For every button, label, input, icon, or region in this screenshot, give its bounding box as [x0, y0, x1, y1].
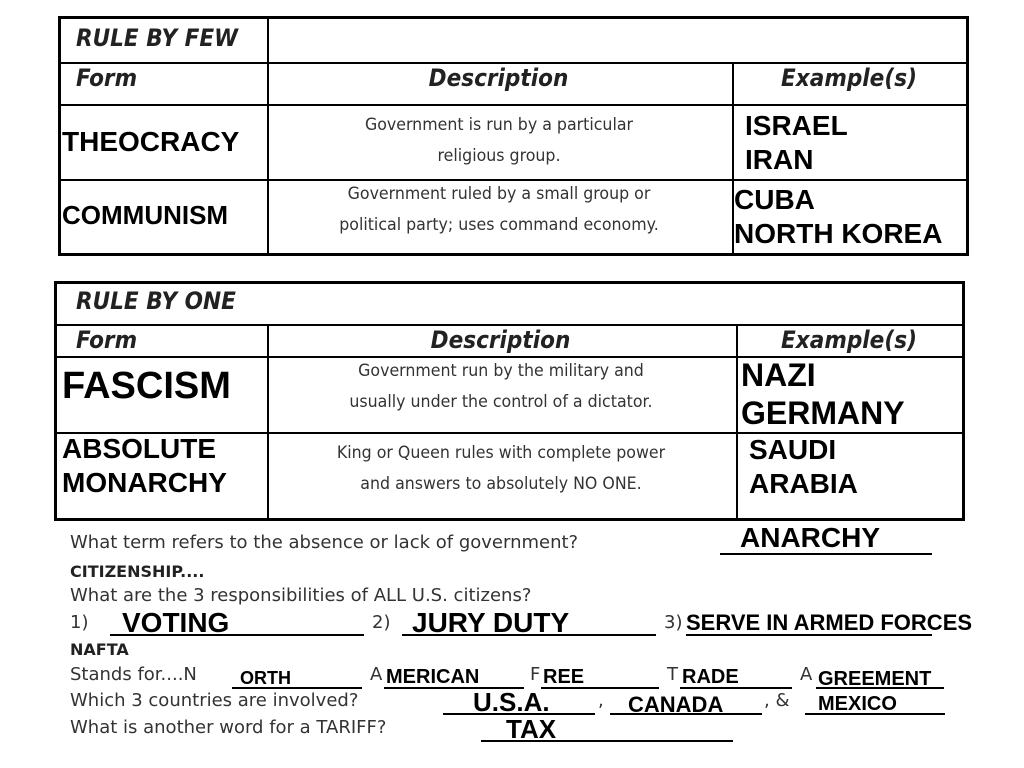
- rule-by-one-title: RULE BY ONE: [76, 287, 236, 315]
- desc-fascism: [284, 356, 717, 418]
- desc-line: Government is run by a particular: [364, 115, 634, 135]
- desc-line: Government ruled by a small group or: [347, 184, 651, 204]
- desc-communism: [284, 179, 714, 241]
- example-cuba: CUBA: [734, 184, 815, 215]
- answer-rade: RADE: [682, 666, 739, 688]
- answer-canada: CANADA: [628, 692, 724, 717]
- desc-theocracy: [284, 110, 714, 172]
- few-header-examples: Example(s): [781, 64, 917, 92]
- form-absolute-monarchy: [62, 432, 227, 500]
- example-nazi: NAZI: [741, 357, 816, 393]
- form-absolute: ABSOLUTE: [62, 433, 216, 464]
- examples-fascism: [741, 356, 905, 433]
- form-communism: COMMUNISM: [62, 200, 229, 230]
- few-header-description: Description: [428, 64, 569, 92]
- letter-a: A: [370, 664, 383, 685]
- one-header-examples: Example(s): [781, 326, 917, 354]
- rule-by-few-title: RULE BY FEW: [76, 24, 238, 52]
- answer-serve-armed-forces: SERVE IN ARMED FORCES: [686, 610, 973, 635]
- few-header-form: Form: [76, 64, 138, 92]
- answer-orth: ORTH: [240, 668, 291, 688]
- answer-ree: REE: [543, 666, 585, 688]
- number-3: 3): [664, 612, 683, 633]
- answer-greement: GREEMENT: [818, 668, 932, 690]
- example-saudi: SAUDI: [749, 434, 837, 465]
- letter-t: T: [667, 664, 678, 685]
- question-tariff: What is another word for a TARIFF?: [70, 717, 387, 738]
- question-anarchy: What term refers to the absence or lack of government?: [70, 532, 579, 553]
- form-monarchy: MONARCHY: [62, 467, 227, 498]
- one-header-form: Form: [76, 326, 138, 354]
- heading-citizenship: CITIZENSHIP....: [70, 562, 205, 581]
- desc-line: Government run by the military and: [358, 361, 644, 381]
- desc-line: political party; uses command economy.: [339, 215, 659, 235]
- form-fascism: FASCISM: [62, 365, 231, 407]
- example-iran: IRAN: [745, 143, 814, 175]
- examples-absolute-monarchy: [749, 433, 858, 501]
- nafta-stands-for: Stands for....N: [70, 664, 197, 685]
- desc-line: religious group.: [437, 146, 561, 166]
- example-germany: GERMANY: [741, 395, 905, 432]
- answer-tax: TAX: [506, 714, 557, 744]
- desc-line: King or Queen rules with complete power: [336, 443, 666, 463]
- ampersand: , &: [764, 690, 790, 711]
- desc-line: and answers to absolutely NO ONE.: [360, 474, 642, 494]
- comma: ,: [598, 690, 604, 711]
- answer-mexico: MEXICO: [818, 693, 897, 715]
- number-2: 2): [372, 612, 391, 633]
- answer-usa: U.S.A.: [473, 687, 550, 717]
- examples-communism: [734, 183, 942, 250]
- number-1: 1): [70, 612, 89, 633]
- form-theocracy: THEOCRACY: [62, 126, 240, 157]
- answer-voting: VOTING: [122, 607, 230, 638]
- examples-theocracy: [745, 109, 848, 176]
- desc-absolute-monarchy: [284, 438, 717, 500]
- question-responsibilities: What are the 3 responsibilities of ALL U.S. citizens?: [70, 585, 532, 606]
- letter-a2: A: [800, 664, 813, 685]
- example-israel: ISRAEL: [745, 110, 848, 141]
- question-countries: Which 3 countries are involved?: [70, 690, 359, 711]
- heading-nafta: NAFTA: [70, 640, 129, 659]
- answer-anarchy: ANARCHY: [740, 522, 880, 553]
- answer-jury-duty: JURY DUTY: [412, 607, 570, 638]
- desc-line: usually under the control of a dictator.: [349, 392, 653, 412]
- example-arabia: ARABIA: [749, 468, 858, 499]
- letter-f: F: [530, 664, 541, 685]
- answer-merican: MERICAN: [386, 666, 480, 688]
- one-header-description: Description: [430, 326, 571, 354]
- example-north-korea: NORTH KOREA: [734, 217, 943, 249]
